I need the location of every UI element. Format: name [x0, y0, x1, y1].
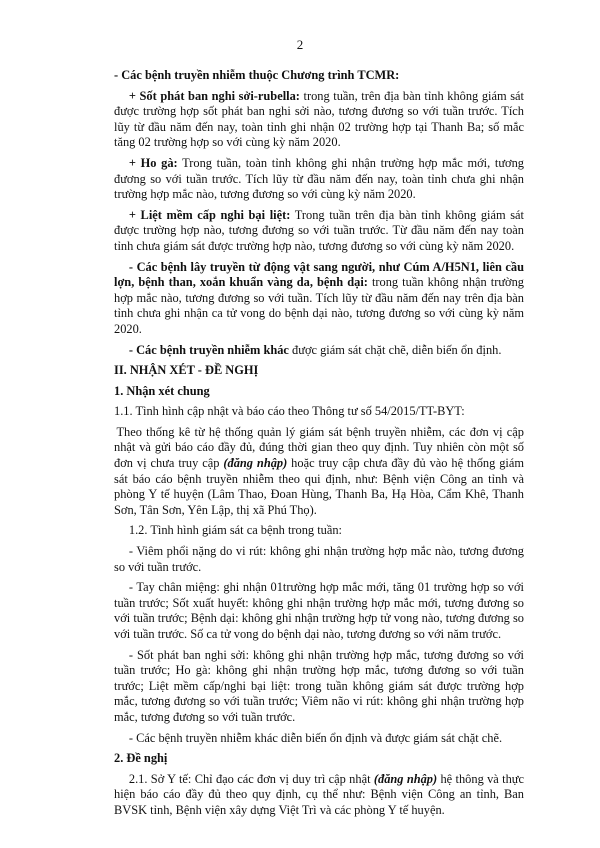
document-body	[114, 68, 524, 824]
pertussis-paragraph	[114, 156, 524, 203]
measles-label: + Sốt phát ban nghi sởi-rubella:	[128, 88, 300, 103]
general-remarks-heading: 1. Nhận xét chung	[114, 383, 210, 398]
zoonotic-text: trong tuần không nhận trường hợp mắc nào, tương đương so với tuần. Tích lũy từ đầu năm đến nay trên địa bàn tỉnh chưa ghi nhận ca tử vong do bệnh dại nào, tương đương so với cùng kỳ năm 2020.	[114, 275, 524, 336]
hfmd-bullet: - Tay chân miệng: ghi nhận 01trường hợp mắc mới, tăng 01 trường hợp so với tuần trước; Sốt xuất huyết: không ghi nhận trường hợp mắc mới, tương đương so với tuần trước; Bệnh dại: không ghi nhận trường hợp tử vong nào, tương đương so với tuần trước. Số ca tử vong do bệnh dại nào, tương đương so với năm trước.	[114, 580, 524, 641]
proposal-paragraph: 2.1. Sở Y tế: Chỉ đạo các đơn vị duy trì cập nhật (đăng nhập) hệ thông và thực hiện báo cáo đầy đủ theo quy định, cụ thể như: Bệnh viện Công an tỉnh, Ban BVSK tỉnh, Bệnh viện xây dựng Việt Trì và các phòng Y tế huyện.	[114, 771, 525, 817]
other-diseases-label: - Các bệnh truyền nhiễm khác	[128, 342, 289, 357]
afp-label: + Liệt mềm cấp nghi bại liệt:	[128, 207, 291, 222]
page-number: 2	[296, 37, 304, 52]
tcmr-heading: - Các bệnh truyền nhiễm thuộc Chương trình TCMR:	[114, 68, 400, 82]
reporting-paragraph: Theo thống kê từ hệ thống quản lý giám sát bệnh truyền nhiễm, các đơn vị cập nhật và gửi báo cáo đầy đủ, đúng thời gian theo quy định. Tuy nhiên còn một số đơn vị chưa truy cập (đăng nhập) hoặc truy cập chưa đầy đủ vào hệ thống giám sát báo cáo bệnh truyền nhiễm theo qui định, như: Bệnh viện Công an tỉnh và phòng Y tế huyện (Lâm Thao, Đoan Hùng, Thanh Ba, Hạ Hòa, Cẩm Khê, Thanh Sơn, Tân Sơn, Yên Lập, thị xã Phú Thọ).	[114, 424, 525, 517]
zoonotic-paragraph	[114, 260, 524, 338]
measles-summary-bullet: - Sốt phát ban nghi sởi: không ghi nhận trường hợp mắc, tương đương so với tuần trước; Ho gà: không ghi nhận trường hợp mắc, tương đương so với tuần trước; Liệt mềm cấp/nghi bại liệt: trong tuần không giám sát được trường hợp mắc, tương đương so với tuần trước; Viêm não vi rút: không ghi nhận trường hợp mắc, tương đương so với tuần trước.	[114, 647, 524, 724]
other-diseases-text: được giám sát chặt chẽ, diễn biến ổn định.	[288, 342, 502, 357]
pertussis-label: + Ho gà:	[128, 155, 178, 170]
measles-text: trong tuần, trên địa bàn tỉnh không giám sát được trường hợp sốt phát ban nghi sởi nào, tương đương so với tuần trước. Tích lũy từ đầu năm đến nay, toàn tỉnh ghi nhận 02 trường hợp tại Thanh Ba; số mắc tăng 02 trường hợp so với cùng kỳ năm 2020.	[114, 88, 524, 150]
measles-paragraph	[114, 89, 524, 151]
afp-paragraph	[114, 208, 524, 255]
proposal-heading: 2. Đề nghị	[114, 751, 168, 766]
pertussis-text: Trong tuần, toàn tỉnh không ghi nhận trường hợp mắc mới, tương đương so với tuần trước. Tích lũy từ đầu năm đến nay, toàn tỉnh chưa ghi nhận trường hợp mắc nào, tương đương so với cùng kỳ năm 2020.	[114, 155, 524, 202]
item-1-1: 1.1. Tình hình cập nhật và báo cáo theo Thông tư số 54/2015/TT-BYT:	[114, 404, 465, 419]
login-emphasis: (đăng nhập)	[223, 456, 288, 471]
zoonotic-label: - Các bệnh lây truyền từ động vật sang người, như Cúm A/H5N1, liên cầu lợn, bệnh than, xoắn khuẩn vàng da, bệnh dại:	[114, 259, 524, 290]
other-diseases-paragraph	[114, 343, 524, 359]
section-2-heading: II. NHẬN XÉT - ĐỀ NGHỊ	[114, 363, 259, 378]
afp-text: Trong tuần trên địa bàn tỉnh không giám sát được trường hợp nào, tương đương so với tuần trước. Từ đầu năm đến nay toàn tỉnh chưa giám sát được trường hợp nào, tương đương so với cùng kỳ năm 2020.	[114, 207, 525, 253]
login-emphasis-2: (đăng nhập)	[373, 771, 438, 786]
other-diseases-bullet: - Các bệnh truyền nhiễm khác diễn biến ổn định và được giám sát chặt chẽ.	[128, 730, 503, 745]
pneumonia-bullet: - Viêm phổi nặng do vi rút: không ghi nhận trường hợp mắc nào, tương đương so với tuần trước.	[114, 544, 524, 574]
item-1-2: 1.2. Tình hình giám sát ca bệnh trong tuần:	[128, 523, 343, 538]
